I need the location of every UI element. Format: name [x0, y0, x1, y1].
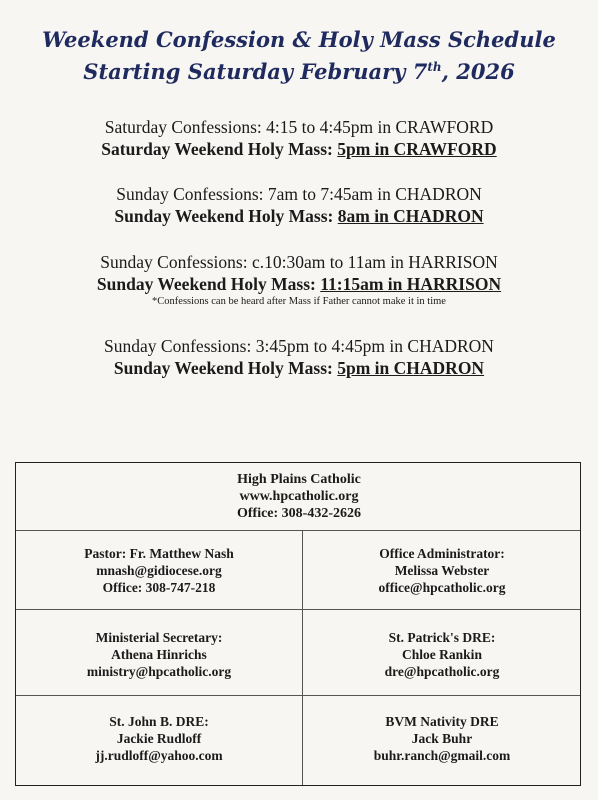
parish-header [16, 471, 582, 522]
contact-name: Jack Buhr [411, 731, 473, 746]
contact-email: jj.rudloff@yahoo.com [95, 748, 223, 763]
contact-role: St. John B. DRE: [109, 714, 209, 729]
confession-time: Saturday Confessions: 4:15 to 4:45pm in CRAWFORD [104, 117, 494, 137]
title-date-suffix-sup: th [427, 60, 442, 74]
mass-detail: 8am in CHADRON [337, 206, 484, 226]
confession-time: Sunday Confessions: 3:45pm to 4:45pm in CHADRON [104, 336, 494, 356]
contact-email: ministry@hpcatholic.org [86, 664, 232, 679]
mass-time [0, 138, 598, 160]
contact-bvm-nativity-dre [304, 713, 580, 764]
mass-label: Saturday Weekend Holy Mass: [101, 139, 338, 159]
mass-time [0, 205, 598, 227]
table-divider [16, 530, 580, 531]
contact-role: Pastor: Fr. Matthew Nash [84, 546, 234, 561]
mass-time [0, 357, 598, 379]
contact-pastor [16, 545, 302, 596]
contact-role: St. Patrick's DRE: [388, 630, 496, 645]
page-title-line2 [0, 56, 598, 88]
title-year: , 2026 [441, 59, 515, 84]
mass-label: Sunday Weekend Holy Mass: [113, 358, 338, 378]
table-divider [16, 609, 580, 610]
mass-time [0, 273, 598, 295]
schedule-block-sunday-chadron-pm [0, 335, 598, 379]
title-date-prefix: Starting Saturday February 7 [83, 59, 428, 84]
parish-phone: Office: 308-432-2626 [236, 506, 362, 521]
contact-ministerial-secretary [16, 629, 302, 680]
contact-phone: Office: 308-747-218 [102, 580, 216, 595]
confession-time: Sunday Confessions: c.10:30am to 11am in HARRISON [100, 252, 498, 272]
contact-role: Ministerial Secretary: [95, 630, 223, 645]
contact-email: buhr.ranch@gmail.com [373, 748, 511, 763]
contact-name: Jackie Rudloff [116, 731, 202, 746]
mass-label: Sunday Weekend Holy Mass: [114, 206, 338, 226]
contact-role: BVM Nativity DRE [385, 714, 499, 729]
parish-name: High Plains Catholic [237, 472, 361, 487]
contact-name: Melissa Webster [394, 563, 490, 578]
parish-website: www.hpcatholic.org [239, 489, 359, 504]
mass-detail: 11:15am in HARRISON [320, 274, 502, 294]
mass-label: Sunday Weekend Holy Mass: [96, 274, 321, 294]
contact-email: office@hpcatholic.org [378, 580, 506, 595]
table-column-divider [302, 530, 303, 785]
contact-name: Chloe Rankin [402, 647, 482, 662]
contact-email: mnash@gidiocese.org [96, 563, 222, 578]
contact-st-patricks-dre [304, 629, 580, 680]
contact-office-administrator [304, 545, 580, 596]
confession-note: *Confessions can be heard after Mass if Father cannot make it in time [152, 296, 446, 307]
page-title-line1: Weekend Confession & Holy Mass Schedule [42, 27, 556, 52]
contact-st-john-dre [16, 713, 302, 764]
contact-table [15, 462, 581, 786]
contact-name: Athena Hinrichs [111, 647, 207, 662]
mass-detail: 5pm in CHADRON [337, 358, 485, 378]
schedule-block-sunday-harrison [0, 251, 598, 308]
mass-detail: 5pm in CRAWFORD [337, 139, 497, 159]
confession-time: Sunday Confessions: 7am to 7:45am in CHADRON [116, 184, 482, 204]
schedule-block-sunday-chadron-am [0, 183, 598, 227]
table-divider [16, 695, 580, 696]
schedule-block-saturday-crawford [0, 116, 598, 160]
contact-role: Office Administrator: [379, 546, 505, 561]
contact-email: dre@hpcatholic.org [384, 664, 500, 679]
